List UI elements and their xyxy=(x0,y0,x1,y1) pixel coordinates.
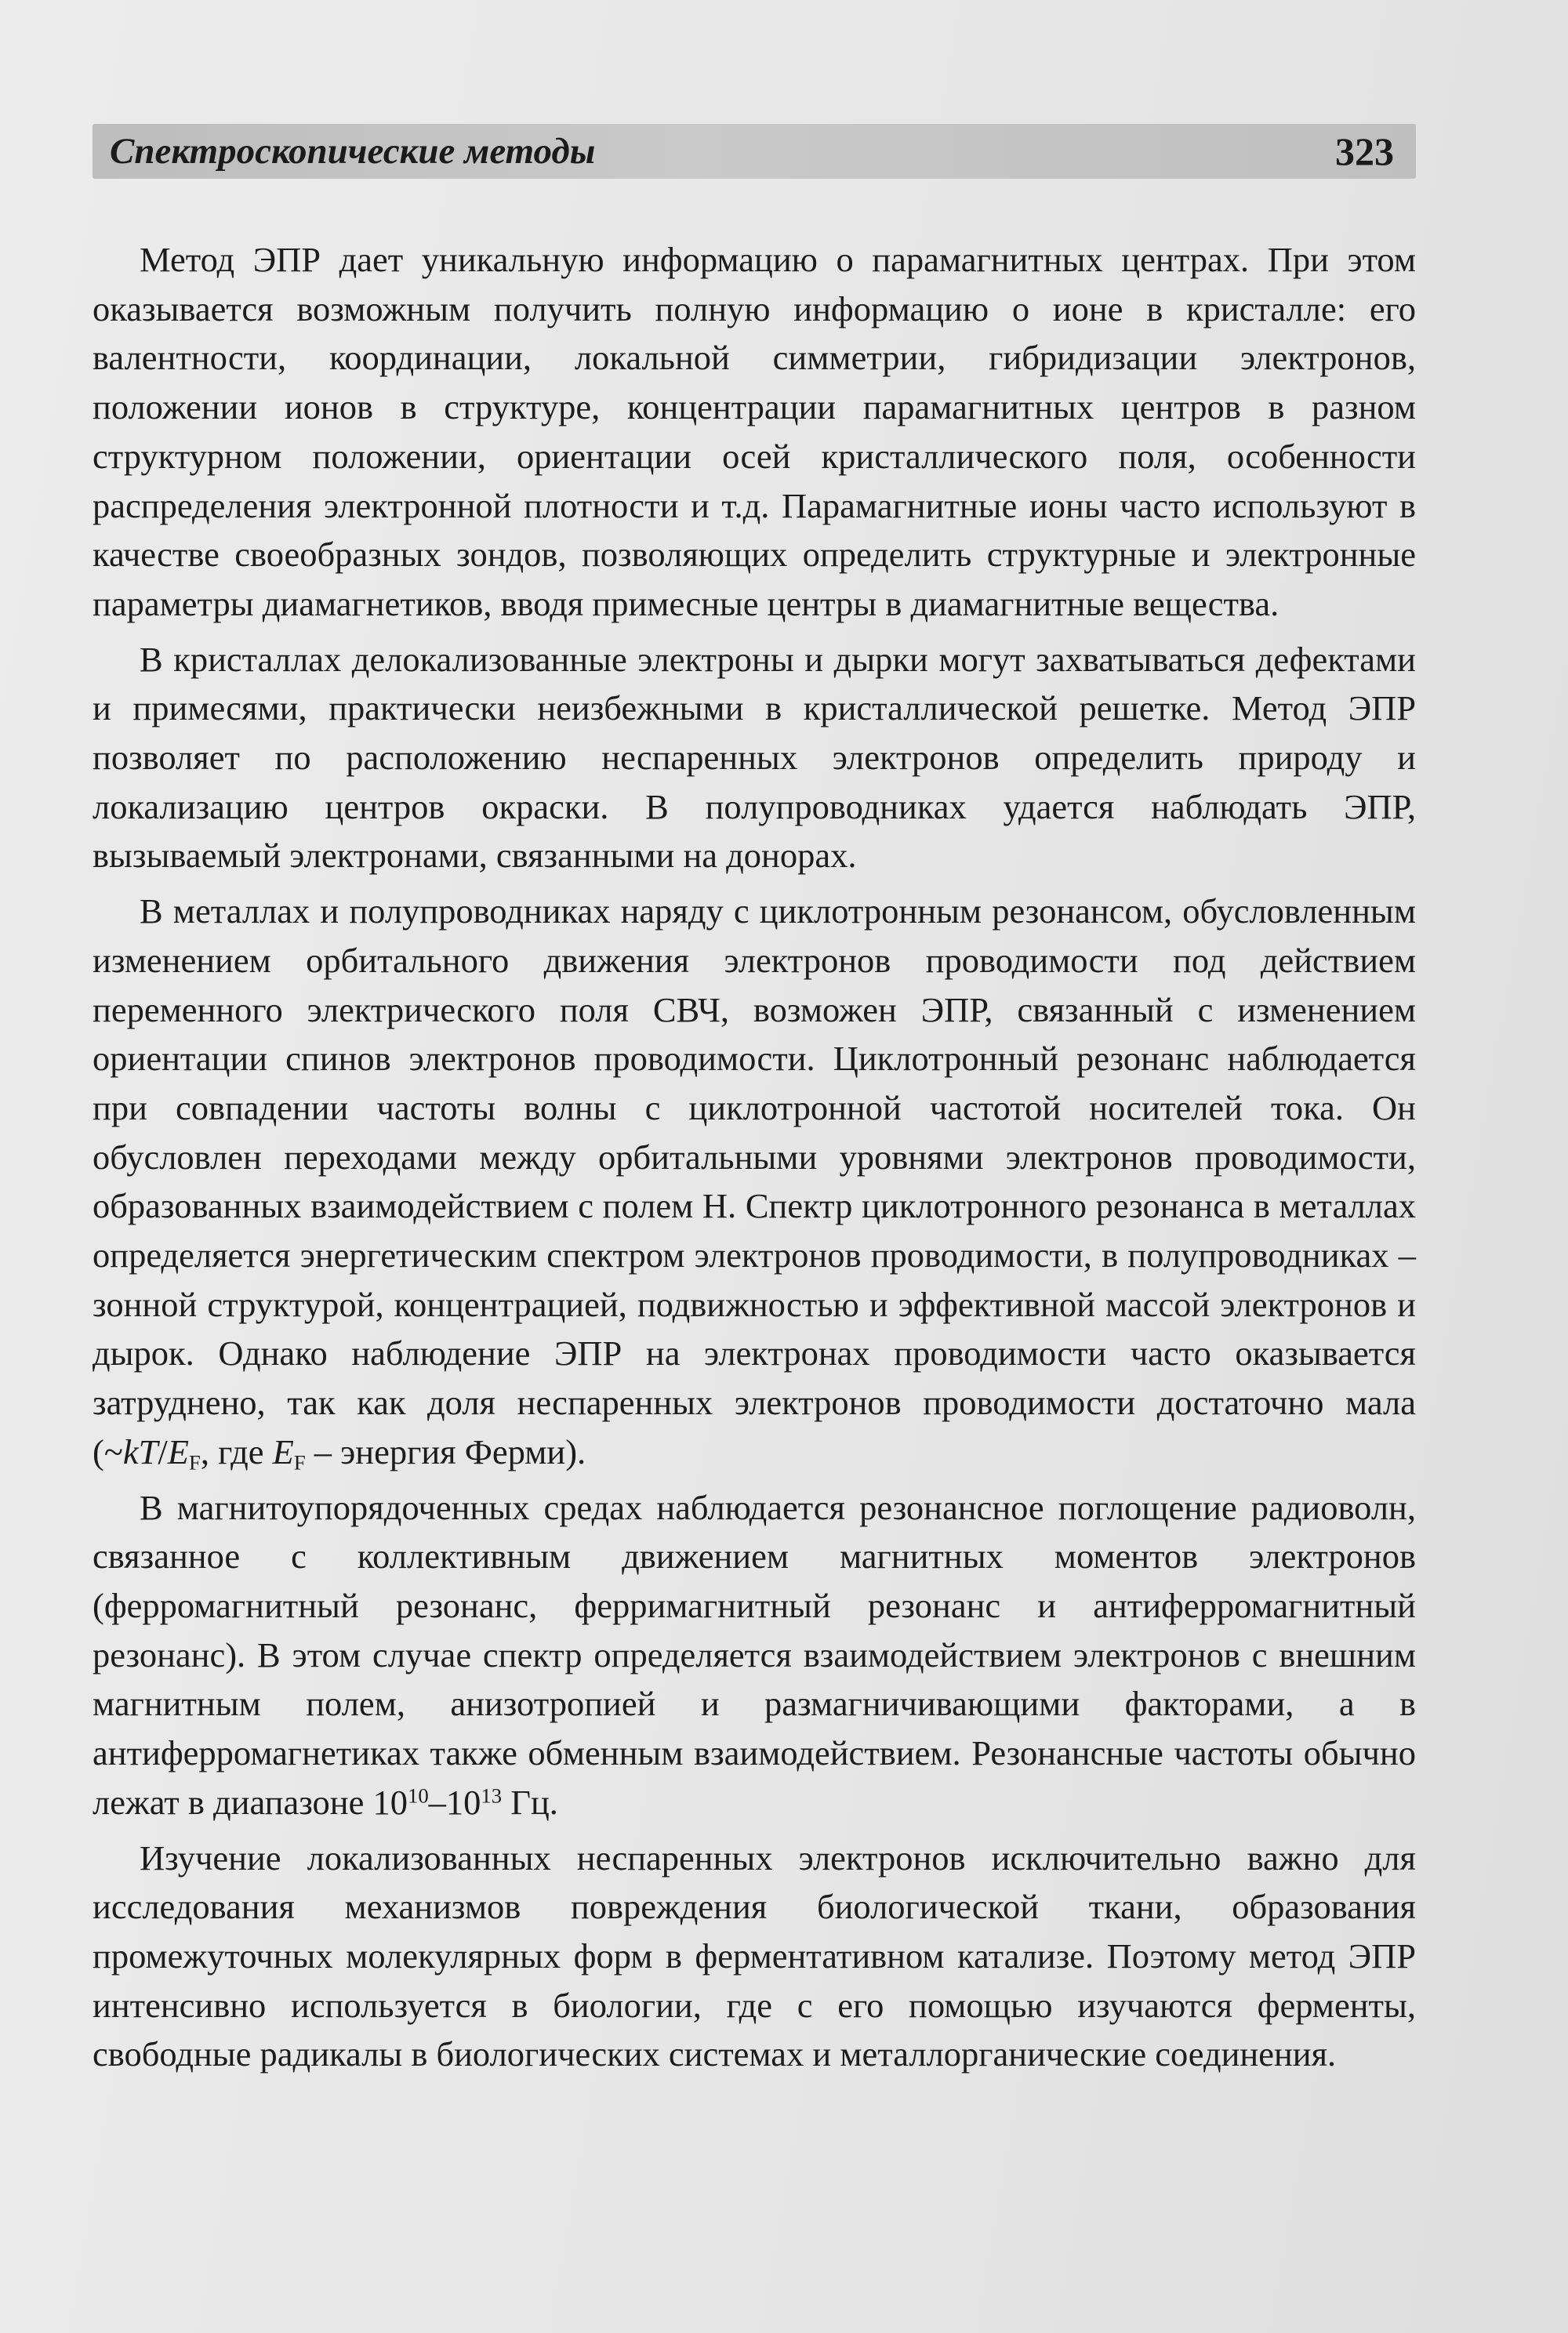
magnetic-text-end: Гц. xyxy=(502,1782,558,1822)
exponent-10: 10 xyxy=(407,1783,429,1808)
math-e: E xyxy=(167,1431,189,1471)
body-text xyxy=(93,235,1416,2079)
paragraph-cyclotron-resonance xyxy=(93,887,1416,1476)
paragraph-biology: Изучение локализованных неспаренных электронов исключительно важно для исследования механизмов повреждения биологической ткани, образования промежуточных молекулярных форм в ферментативном катализе. Поэтому метод ЭПР интенсивно используется в биологии, где с его помощью изучаются ферменты, свободные радикалы в биологических системах и металлорганические соединения. xyxy=(93,1838,1416,2074)
paragraph-crystal-defects: В кристаллах делокализованные электроны и дырки могут захватываться дефектами и примесями, практически неизбежными в кристаллической решетке. Метод ЭПР позволяет по расположению неспаренных электронов определить природу и локализацию центров окраски. В полупроводниках удается наблюдать ЭПР, вызываемый электронами, связанными на донорах. xyxy=(93,639,1416,876)
running-title: Спектроскопические методы xyxy=(110,131,596,172)
cyclotron-text-end: – энергия Ферми). xyxy=(305,1431,586,1471)
cyclotron-text-mid: , где xyxy=(200,1431,273,1471)
exponent-13: 13 xyxy=(481,1783,503,1808)
math-subscript-f: F xyxy=(188,1450,201,1475)
math-subscript-f-fermi: F xyxy=(293,1450,306,1475)
math-slash: / xyxy=(158,1431,168,1471)
range-dash: –10 xyxy=(428,1782,481,1822)
cyclotron-text: В металлах и полупроводниках наряду с циклотронным резонансом, обусловленным изменением орбитального движения электронов проводимости под действием переменного электрического поля СВЧ, возможен ЭПР, связанный с изменением ориентации спинов электронов проводимости. Циклотронный резонанс наблюдается при совпадении частоты волны с циклотронной частотой носителей тока. Он обусловлен переходами между орбитальными уровнями электронов проводимости, образованных взаимодействием с полем Н. Спектр циклотронного резонанса в металлах определяется энергетическим спектром электронов проводимости, в полупроводниках – зонной структурой, концентрацией, подвижностью и эффективной массой электронов и дырок. Однако наблюдение ЭПР на электронах проводимости часто оказывается затруднено, так как доля неспаренных электронов проводимости достаточно мала (~ xyxy=(93,891,1416,1471)
running-header xyxy=(93,124,1416,179)
paragraph-magnetic-resonance xyxy=(93,1483,1416,1827)
magnetic-text: В магнитоупорядоченных средах наблюдается резонансное поглощение радиоволн, связанное с коллективным движением магнитных моментов электронов (ферромагнитный резонанс, ферримагнитный резонанс и антиферромагнитный резонанс). В этом случае спектр определяется взаимодействием электронов с внешним магнитным полем, анизотропией и размагничивающими факторами, а в антиферромагнетиках также обменным взаимодействием. Резонансные частоты обычно лежат в диапазоне 10 xyxy=(93,1487,1416,1822)
paragraph-epr-info: Метод ЭПР дает уникальную информацию о парамагнитных центрах. При этом оказывается возможным получить полную информацию о ионе в кристалле: его валентности, координации, локальной симметрии, гибридизации электронов, положении ионов в структуре, концентрации парамагнитных центров в разном структурном положении, ориентации осей кристаллического поля, особенности распределения электронной плотности и т.д. Парамагнитные ионы часто используют в качестве своеобразных зондов, позволяющих определить структурные и электронные параметры диамагнетиков, вводя примесные центры в диамагнитные вещества. xyxy=(93,240,1416,623)
math-kt: kT xyxy=(122,1431,158,1471)
math-e-fermi: E xyxy=(272,1431,294,1471)
page-number: 323 xyxy=(1335,129,1394,173)
